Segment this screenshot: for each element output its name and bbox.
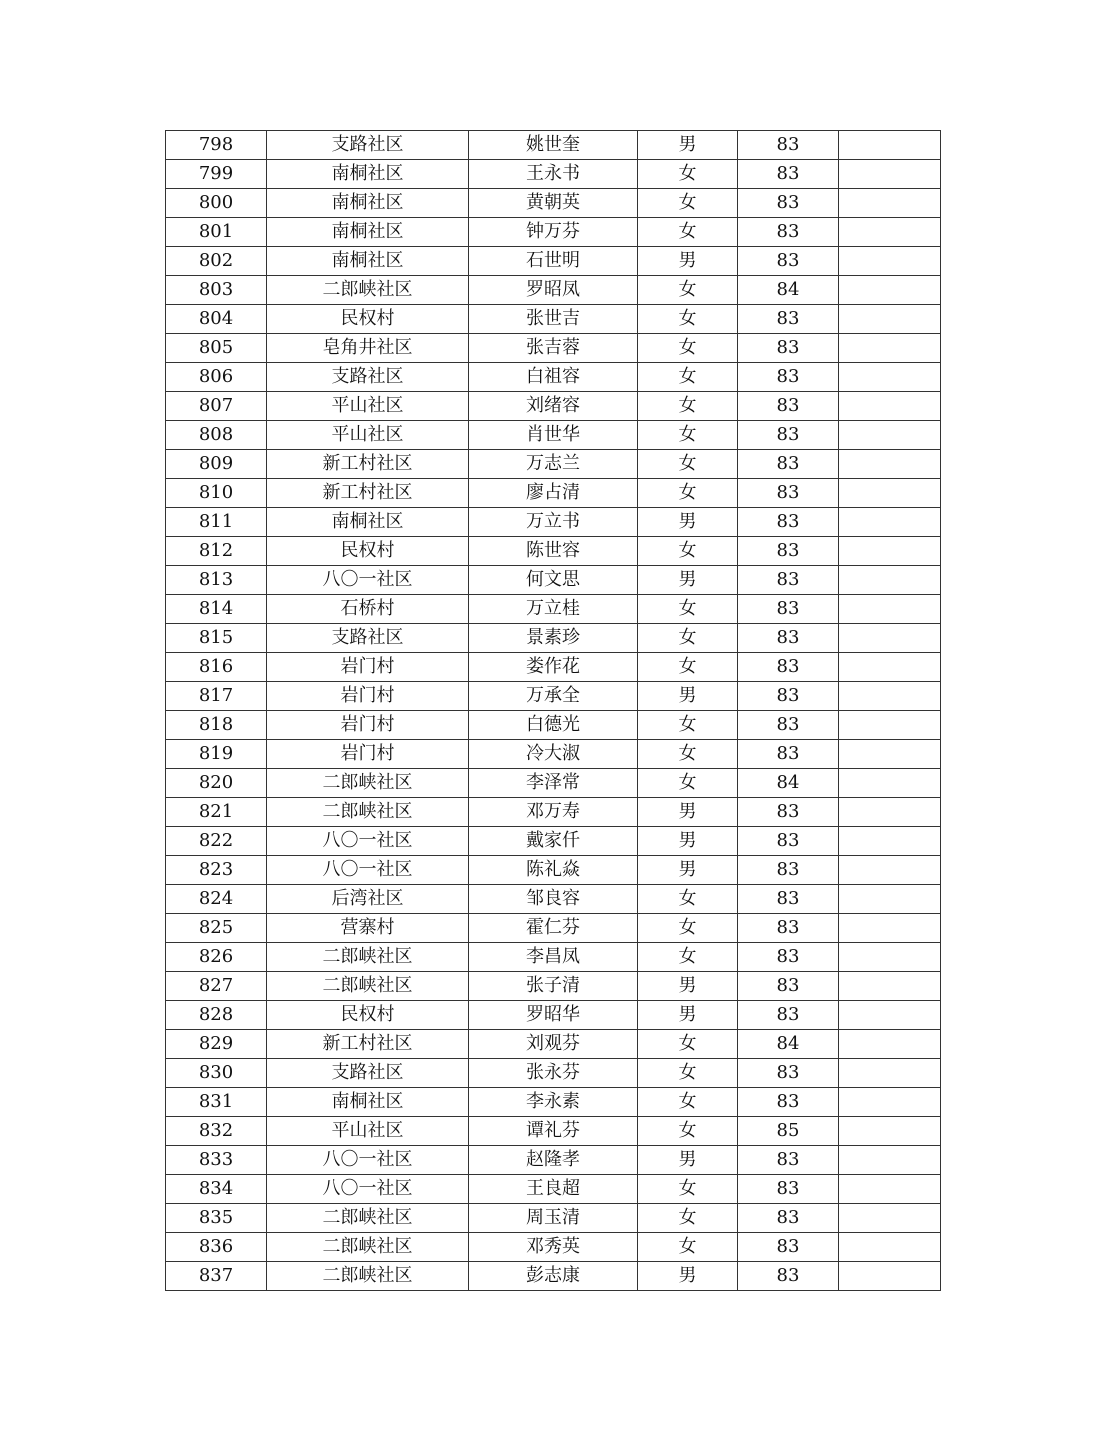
note-cell	[839, 1059, 941, 1088]
table-row	[166, 827, 941, 856]
note-cell	[839, 1204, 941, 1233]
age-cell: 83	[738, 1175, 839, 1204]
name-cell: 李永素	[469, 1088, 638, 1117]
row-number-cell: 820	[166, 769, 267, 798]
name-cell: 戴家仟	[469, 827, 638, 856]
table-row	[166, 537, 941, 566]
row-number-cell: 811	[166, 508, 267, 537]
age-cell: 83	[738, 711, 839, 740]
gender-cell: 女	[638, 943, 738, 972]
community-cell: 南桐社区	[267, 247, 469, 276]
table-row	[166, 363, 941, 392]
age-cell: 83	[738, 943, 839, 972]
community-cell: 岩门村	[267, 711, 469, 740]
note-cell	[839, 595, 941, 624]
row-number-cell: 825	[166, 914, 267, 943]
name-cell: 谭礼芬	[469, 1117, 638, 1146]
note-cell	[839, 363, 941, 392]
gender-cell: 男	[638, 247, 738, 276]
community-cell: 二郎峡社区	[267, 276, 469, 305]
age-cell: 83	[738, 160, 839, 189]
note-cell	[839, 160, 941, 189]
age-cell: 83	[738, 1204, 839, 1233]
community-cell: 岩门村	[267, 740, 469, 769]
name-cell: 廖占清	[469, 479, 638, 508]
name-cell: 万承全	[469, 682, 638, 711]
note-cell	[839, 1117, 941, 1146]
community-cell: 平山社区	[267, 421, 469, 450]
note-cell	[839, 421, 941, 450]
name-cell: 张世吉	[469, 305, 638, 334]
age-cell: 83	[738, 972, 839, 1001]
age-cell: 83	[738, 334, 839, 363]
row-number-cell: 827	[166, 972, 267, 1001]
age-cell: 83	[738, 1059, 839, 1088]
age-cell: 83	[738, 1233, 839, 1262]
row-number-cell: 826	[166, 943, 267, 972]
name-cell: 景素珍	[469, 624, 638, 653]
name-cell: 陈世容	[469, 537, 638, 566]
age-cell: 83	[738, 508, 839, 537]
note-cell	[839, 972, 941, 1001]
gender-cell: 男	[638, 972, 738, 1001]
gender-cell: 女	[638, 479, 738, 508]
gender-cell: 女	[638, 160, 738, 189]
note-cell	[839, 305, 941, 334]
row-number-cell: 831	[166, 1088, 267, 1117]
note-cell	[839, 1088, 941, 1117]
row-number-cell: 823	[166, 856, 267, 885]
note-cell	[839, 769, 941, 798]
table-row	[166, 1262, 941, 1291]
community-cell: 支路社区	[267, 1059, 469, 1088]
name-cell: 李昌凤	[469, 943, 638, 972]
row-number-cell: 816	[166, 653, 267, 682]
table-row	[166, 479, 941, 508]
table-row	[166, 160, 941, 189]
table-row	[166, 624, 941, 653]
table-row	[166, 914, 941, 943]
gender-cell: 女	[638, 305, 738, 334]
age-cell: 83	[738, 131, 839, 160]
community-cell: 八〇一社区	[267, 1146, 469, 1175]
community-cell: 二郎峡社区	[267, 943, 469, 972]
community-cell: 支路社区	[267, 131, 469, 160]
table-row	[166, 1059, 941, 1088]
age-cell: 83	[738, 247, 839, 276]
name-cell: 万立书	[469, 508, 638, 537]
community-cell: 二郎峡社区	[267, 1204, 469, 1233]
name-cell: 王永书	[469, 160, 638, 189]
row-number-cell: 810	[166, 479, 267, 508]
gender-cell: 女	[638, 1030, 738, 1059]
age-cell: 83	[738, 1262, 839, 1291]
table-row	[166, 131, 941, 160]
gender-cell: 男	[638, 508, 738, 537]
note-cell	[839, 1001, 941, 1030]
name-cell: 彭志康	[469, 1262, 638, 1291]
row-number-cell: 833	[166, 1146, 267, 1175]
age-cell: 84	[738, 769, 839, 798]
note-cell	[839, 566, 941, 595]
age-cell: 83	[738, 1001, 839, 1030]
row-number-cell: 801	[166, 218, 267, 247]
community-cell: 皂角井社区	[267, 334, 469, 363]
name-cell: 张子清	[469, 972, 638, 1001]
age-cell: 83	[738, 479, 839, 508]
name-cell: 罗昭华	[469, 1001, 638, 1030]
table-row	[166, 856, 941, 885]
note-cell	[839, 276, 941, 305]
gender-cell: 女	[638, 537, 738, 566]
age-cell: 85	[738, 1117, 839, 1146]
note-cell	[839, 392, 941, 421]
table-row	[166, 450, 941, 479]
age-cell: 83	[738, 885, 839, 914]
table-row	[166, 1233, 941, 1262]
age-cell: 83	[738, 595, 839, 624]
gender-cell: 女	[638, 1175, 738, 1204]
age-cell: 83	[738, 740, 839, 769]
gender-cell: 女	[638, 421, 738, 450]
table-row	[166, 218, 941, 247]
community-cell: 后湾社区	[267, 885, 469, 914]
note-cell	[839, 711, 941, 740]
row-number-cell: 828	[166, 1001, 267, 1030]
community-cell: 南桐社区	[267, 508, 469, 537]
age-cell: 83	[738, 450, 839, 479]
row-number-cell: 806	[166, 363, 267, 392]
name-cell: 黄朝英	[469, 189, 638, 218]
roster-table-body	[166, 131, 941, 1291]
table-row	[166, 595, 941, 624]
gender-cell: 女	[638, 363, 738, 392]
name-cell: 万志兰	[469, 450, 638, 479]
community-cell: 八〇一社区	[267, 827, 469, 856]
table-row	[166, 566, 941, 595]
gender-cell: 男	[638, 566, 738, 595]
community-cell: 南桐社区	[267, 218, 469, 247]
name-cell: 罗昭凤	[469, 276, 638, 305]
table-row	[166, 247, 941, 276]
gender-cell: 女	[638, 914, 738, 943]
note-cell	[839, 508, 941, 537]
age-cell: 83	[738, 1146, 839, 1175]
row-number-cell: 803	[166, 276, 267, 305]
age-cell: 84	[738, 276, 839, 305]
community-cell: 民权村	[267, 305, 469, 334]
note-cell	[839, 1175, 941, 1204]
table-row	[166, 1175, 941, 1204]
row-number-cell: 835	[166, 1204, 267, 1233]
note-cell	[839, 479, 941, 508]
row-number-cell: 805	[166, 334, 267, 363]
community-cell: 二郎峡社区	[267, 1262, 469, 1291]
table-row	[166, 769, 941, 798]
gender-cell: 男	[638, 798, 738, 827]
row-number-cell: 822	[166, 827, 267, 856]
table-row	[166, 1204, 941, 1233]
gender-cell: 女	[638, 1117, 738, 1146]
note-cell	[839, 247, 941, 276]
community-cell: 支路社区	[267, 363, 469, 392]
note-cell	[839, 624, 941, 653]
community-cell: 石桥村	[267, 595, 469, 624]
note-cell	[839, 334, 941, 363]
table-row	[166, 508, 941, 537]
row-number-cell: 830	[166, 1059, 267, 1088]
gender-cell: 男	[638, 856, 738, 885]
note-cell	[839, 885, 941, 914]
note-cell	[839, 943, 941, 972]
age-cell: 83	[738, 624, 839, 653]
gender-cell: 女	[638, 653, 738, 682]
name-cell: 刘观芬	[469, 1030, 638, 1059]
name-cell: 邓万寿	[469, 798, 638, 827]
name-cell: 何文思	[469, 566, 638, 595]
row-number-cell: 813	[166, 566, 267, 595]
roster-table	[165, 130, 941, 1291]
name-cell: 张吉蓉	[469, 334, 638, 363]
gender-cell: 男	[638, 1146, 738, 1175]
community-cell: 二郎峡社区	[267, 972, 469, 1001]
table-row	[166, 421, 941, 450]
gender-cell: 女	[638, 595, 738, 624]
name-cell: 白祖容	[469, 363, 638, 392]
name-cell: 钟万芬	[469, 218, 638, 247]
age-cell: 83	[738, 914, 839, 943]
community-cell: 八〇一社区	[267, 856, 469, 885]
row-number-cell: 819	[166, 740, 267, 769]
note-cell	[839, 827, 941, 856]
gender-cell: 女	[638, 334, 738, 363]
table-row	[166, 943, 941, 972]
row-number-cell: 837	[166, 1262, 267, 1291]
community-cell: 新工村社区	[267, 450, 469, 479]
community-cell: 民权村	[267, 1001, 469, 1030]
note-cell	[839, 189, 941, 218]
note-cell	[839, 537, 941, 566]
table-row	[166, 334, 941, 363]
community-cell: 平山社区	[267, 1117, 469, 1146]
community-cell: 南桐社区	[267, 189, 469, 218]
age-cell: 83	[738, 856, 839, 885]
gender-cell: 女	[638, 885, 738, 914]
row-number-cell: 818	[166, 711, 267, 740]
note-cell	[839, 1146, 941, 1175]
row-number-cell: 829	[166, 1030, 267, 1059]
gender-cell: 女	[638, 740, 738, 769]
row-number-cell: 824	[166, 885, 267, 914]
table-row	[166, 798, 941, 827]
community-cell: 南桐社区	[267, 1088, 469, 1117]
row-number-cell: 808	[166, 421, 267, 450]
name-cell: 霍仁芬	[469, 914, 638, 943]
row-number-cell: 834	[166, 1175, 267, 1204]
note-cell	[839, 682, 941, 711]
age-cell: 83	[738, 421, 839, 450]
name-cell: 白德光	[469, 711, 638, 740]
row-number-cell: 798	[166, 131, 267, 160]
row-number-cell: 836	[166, 1233, 267, 1262]
row-number-cell: 817	[166, 682, 267, 711]
note-cell	[839, 450, 941, 479]
note-cell	[839, 798, 941, 827]
table-row	[166, 189, 941, 218]
community-cell: 新工村社区	[267, 479, 469, 508]
row-number-cell: 809	[166, 450, 267, 479]
table-row	[166, 1146, 941, 1175]
community-cell: 二郎峡社区	[267, 769, 469, 798]
age-cell: 83	[738, 566, 839, 595]
community-cell: 八〇一社区	[267, 566, 469, 595]
age-cell: 83	[738, 218, 839, 247]
age-cell: 83	[738, 363, 839, 392]
age-cell: 83	[738, 827, 839, 856]
note-cell	[839, 914, 941, 943]
gender-cell: 女	[638, 624, 738, 653]
community-cell: 支路社区	[267, 624, 469, 653]
age-cell: 83	[738, 1088, 839, 1117]
community-cell: 平山社区	[267, 392, 469, 421]
age-cell: 83	[738, 189, 839, 218]
age-cell: 83	[738, 537, 839, 566]
row-number-cell: 832	[166, 1117, 267, 1146]
gender-cell: 男	[638, 682, 738, 711]
note-cell	[839, 131, 941, 160]
note-cell	[839, 218, 941, 247]
gender-cell: 男	[638, 1001, 738, 1030]
gender-cell: 女	[638, 450, 738, 479]
note-cell	[839, 1262, 941, 1291]
community-cell: 营寨村	[267, 914, 469, 943]
gender-cell: 男	[638, 1262, 738, 1291]
name-cell: 肖世华	[469, 421, 638, 450]
name-cell: 姚世奎	[469, 131, 638, 160]
community-cell: 八〇一社区	[267, 1175, 469, 1204]
name-cell: 周玉清	[469, 1204, 638, 1233]
row-number-cell: 812	[166, 537, 267, 566]
table-row	[166, 711, 941, 740]
name-cell: 冷大淑	[469, 740, 638, 769]
name-cell: 王良超	[469, 1175, 638, 1204]
name-cell: 赵隆孝	[469, 1146, 638, 1175]
community-cell: 二郎峡社区	[267, 1233, 469, 1262]
row-number-cell: 799	[166, 160, 267, 189]
name-cell: 刘绪容	[469, 392, 638, 421]
note-cell	[839, 653, 941, 682]
age-cell: 83	[738, 653, 839, 682]
gender-cell: 女	[638, 1059, 738, 1088]
gender-cell: 女	[638, 189, 738, 218]
gender-cell: 女	[638, 1204, 738, 1233]
table-row	[166, 1088, 941, 1117]
community-cell: 南桐社区	[267, 160, 469, 189]
name-cell: 陈礼焱	[469, 856, 638, 885]
community-cell: 民权村	[267, 537, 469, 566]
row-number-cell: 800	[166, 189, 267, 218]
gender-cell: 女	[638, 218, 738, 247]
gender-cell: 男	[638, 131, 738, 160]
table-row	[166, 682, 941, 711]
name-cell: 石世明	[469, 247, 638, 276]
row-number-cell: 821	[166, 798, 267, 827]
age-cell: 83	[738, 305, 839, 334]
table-row	[166, 740, 941, 769]
gender-cell: 女	[638, 711, 738, 740]
age-cell: 83	[738, 392, 839, 421]
row-number-cell: 802	[166, 247, 267, 276]
note-cell	[839, 856, 941, 885]
row-number-cell: 814	[166, 595, 267, 624]
table-row	[166, 972, 941, 1001]
community-cell: 新工村社区	[267, 1030, 469, 1059]
name-cell: 邹良容	[469, 885, 638, 914]
table-row	[166, 1117, 941, 1146]
gender-cell: 女	[638, 392, 738, 421]
name-cell: 邓秀英	[469, 1233, 638, 1262]
gender-cell: 男	[638, 827, 738, 856]
age-cell: 84	[738, 1030, 839, 1059]
table-row	[166, 885, 941, 914]
table-row	[166, 1030, 941, 1059]
name-cell: 李泽常	[469, 769, 638, 798]
note-cell	[839, 1030, 941, 1059]
community-cell: 二郎峡社区	[267, 798, 469, 827]
table-row	[166, 653, 941, 682]
note-cell	[839, 740, 941, 769]
name-cell: 万立桂	[469, 595, 638, 624]
row-number-cell: 804	[166, 305, 267, 334]
table-row	[166, 392, 941, 421]
table-row	[166, 276, 941, 305]
note-cell	[839, 1233, 941, 1262]
row-number-cell: 807	[166, 392, 267, 421]
row-number-cell: 815	[166, 624, 267, 653]
age-cell: 83	[738, 682, 839, 711]
age-cell: 83	[738, 798, 839, 827]
table-row	[166, 1001, 941, 1030]
gender-cell: 女	[638, 1233, 738, 1262]
name-cell: 张永芬	[469, 1059, 638, 1088]
table-row	[166, 305, 941, 334]
gender-cell: 女	[638, 276, 738, 305]
gender-cell: 女	[638, 769, 738, 798]
community-cell: 岩门村	[267, 653, 469, 682]
name-cell: 娄作花	[469, 653, 638, 682]
gender-cell: 女	[638, 1088, 738, 1117]
community-cell: 岩门村	[267, 682, 469, 711]
